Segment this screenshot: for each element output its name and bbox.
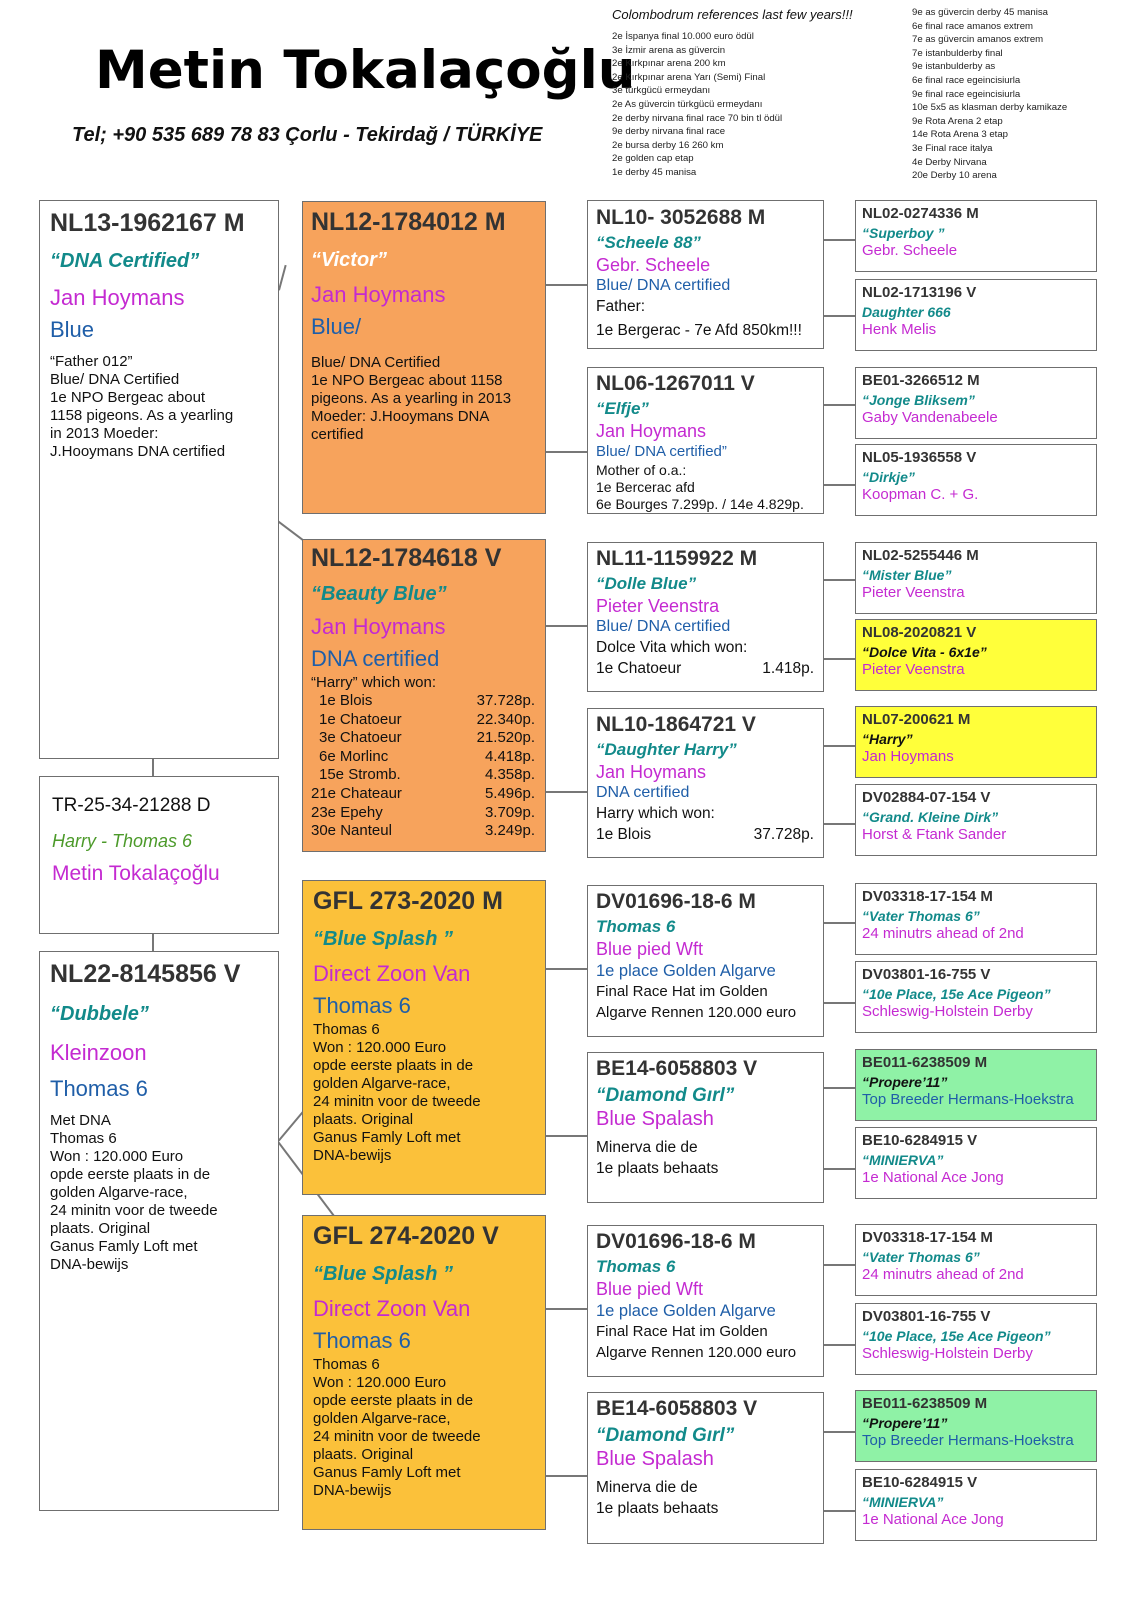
pigeon-name: “Propere’11” bbox=[862, 1415, 948, 1431]
pigeon-ring-id: BE10-6284915 V bbox=[862, 1474, 978, 1491]
gen4-card-12 bbox=[855, 1127, 1097, 1199]
pigeon-ring-id: DV03801-16-755 V bbox=[862, 966, 991, 983]
pigeon-owner: Pieter Veenstra bbox=[596, 596, 720, 616]
pigeon-ring-id: DV01696-18-6 M bbox=[596, 1230, 756, 1253]
race-result-place: 1e Chatoeur bbox=[319, 710, 402, 728]
reference-item: 3e Final race italya bbox=[912, 142, 993, 154]
subject-name: Harry - Thomas 6 bbox=[52, 831, 193, 851]
pigeon-ring-id: NL07-200621 M bbox=[862, 711, 971, 728]
race-result-place: 21e Chateaur bbox=[311, 784, 402, 802]
gen4-card-9 bbox=[855, 883, 1097, 955]
pigeon-notes: Final Race Hat im Golden Algarve Rennen 120.000 euro bbox=[596, 1323, 797, 1361]
pigeon-ring-id: BE10-6284915 V bbox=[862, 1132, 978, 1149]
pigeon-ring-id: NL02-1713196 V bbox=[862, 284, 977, 301]
pigeon-name: “Mister Blue” bbox=[862, 567, 952, 583]
reference-item: 6e final race egeincisiurla bbox=[912, 74, 1021, 86]
race-result-count: 3.249p. bbox=[484, 822, 535, 840]
pigeon-owner: Jan Hoymans bbox=[596, 762, 707, 782]
pigeon-notes: Harry which won: bbox=[596, 805, 715, 822]
pigeon-ring-id: NL13-1962167 M bbox=[50, 209, 245, 237]
pigeon-owner: Gebr. Scheele bbox=[596, 255, 711, 275]
pigeon-name: “Vater Thomas 6” bbox=[862, 908, 980, 924]
pigeon-notes: Met DNA Thomas 6 Won : 120.000 Euro opde eerste plaats in de golden Algarve-race, 24 minitn voor de tweede plaats. Original Ganus Famly Loft met DNA-bewijs bbox=[50, 1112, 218, 1273]
contact-line: Tel; +90 535 689 78 83 Çorlu - Tekirdağ / TÜRKİYE bbox=[72, 124, 543, 146]
race-result-row bbox=[311, 711, 535, 730]
pigeon-ring-id: DV01696-18-6 M bbox=[596, 890, 756, 913]
reference-item: 1e derby 45 manisa bbox=[612, 166, 697, 178]
references-right-list bbox=[912, 6, 1067, 183]
pigeon-color: Blue/ DNA certified bbox=[596, 618, 731, 635]
dam-card bbox=[39, 951, 279, 1511]
pigeon-owner: Jan Hoymans bbox=[311, 614, 446, 639]
gen3-card-6 bbox=[587, 1052, 824, 1203]
reference-item: 7e as güvercin amanos extrem bbox=[912, 34, 1044, 46]
reference-item: 9e as güvercin derby 45 manisa bbox=[912, 7, 1048, 18]
pigeon-ring-id: NL02-0274336 M bbox=[862, 205, 979, 222]
pigeon-ring-id: BE14-6058803 V bbox=[596, 1397, 758, 1420]
sire-sire-card bbox=[302, 201, 546, 514]
pigeon-name: “Dolle Blue” bbox=[596, 574, 697, 593]
pigeon-owner: Direct Zoon Van bbox=[313, 1296, 471, 1321]
pigeon-notes: Father: 1e Bergerac - 7e Afd 850km!!! bbox=[596, 298, 802, 339]
race-result-row bbox=[311, 692, 535, 711]
gen3-card-8 bbox=[587, 1392, 824, 1544]
pigeon-ring-id: BE14-6058803 V bbox=[596, 1057, 758, 1080]
gen3-card-1 bbox=[587, 200, 824, 349]
pigeon-name: “Blue Splash ” bbox=[313, 1263, 454, 1285]
pigeon-owner: Jan Hoymans bbox=[862, 748, 954, 765]
references-title: Colombodrum references last few years!!! bbox=[612, 7, 853, 22]
pigeon-ring-id: NL10-1864721 V bbox=[596, 713, 756, 736]
subject-card bbox=[39, 776, 279, 934]
race-result-row bbox=[311, 766, 535, 785]
pigeon-owner: Jan Hoymans bbox=[311, 282, 446, 307]
reference-item: 2e derby nirvana final race 70 bin tl ödül bbox=[612, 112, 783, 124]
reference-item: 2e As güvercin türkgücü ermeydanı bbox=[612, 98, 763, 110]
pigeon-name: Thomas 6 bbox=[596, 1257, 676, 1276]
references-left-list bbox=[612, 30, 782, 180]
pigeon-ring-id: NL12-1784012 M bbox=[311, 208, 506, 236]
pigeon-ring-id: BE011-6238509 M bbox=[862, 1054, 988, 1071]
reference-item: 3e İzmir arena as güvercin bbox=[612, 44, 726, 56]
pigeon-owner: Schleswig-Holstein Derby bbox=[862, 1345, 1033, 1362]
gen4-card-11 bbox=[855, 1049, 1097, 1121]
pigeon-name: “Dirkje” bbox=[862, 469, 915, 485]
pigeon-ring-id: NL02-5255446 M bbox=[862, 547, 979, 564]
pigeon-owner: 24 minutrs ahead of 2nd bbox=[862, 1266, 1024, 1283]
race-result-row bbox=[311, 785, 535, 804]
pigeon-name: “Superboy ” bbox=[862, 225, 945, 241]
race-result-count: 1.418p. bbox=[762, 660, 814, 677]
race-result-row bbox=[596, 826, 814, 844]
pigeon-ring-id: DV03318-17-154 M bbox=[862, 1229, 993, 1246]
pigeon-owner: Schleswig-Holstein Derby bbox=[862, 1003, 1033, 1020]
pigeon-name: Thomas 6 bbox=[596, 917, 676, 936]
pigeon-name: “Grand. Kleine Dirk” bbox=[862, 809, 999, 825]
pigeon-ring-id: NL10- 3052688 M bbox=[596, 206, 766, 229]
reference-item: 7e istanbulderby final bbox=[912, 47, 1003, 59]
pigeon-ring-id: NL05-1936558 V bbox=[862, 449, 977, 466]
pigeon-name: “MINIERVA” bbox=[862, 1494, 944, 1510]
reference-item: 6e final race amanos extrem bbox=[912, 20, 1034, 32]
race-result-place: 1e Blois bbox=[596, 826, 652, 843]
pigeon-owner: Blue Spalash bbox=[596, 1108, 714, 1130]
pigeon-owner: Gaby Vandenabeele bbox=[862, 409, 998, 426]
gen3-card-3 bbox=[587, 542, 824, 692]
pigeon-ring-id: DV03801-16-755 V bbox=[862, 1308, 991, 1325]
gen4-card-1 bbox=[855, 200, 1097, 272]
gen3-card-7 bbox=[587, 1225, 824, 1377]
gen4-card-16 bbox=[855, 1469, 1097, 1541]
pigeon-color: Blue/ DNA certified bbox=[596, 277, 731, 294]
dam-sire-card bbox=[302, 880, 546, 1195]
reference-item: 14e Rota Arena 3 etap bbox=[912, 129, 1009, 141]
pigeon-owner: Direct Zoon Van bbox=[313, 961, 471, 986]
race-result-place: 1e Chatoeur bbox=[596, 660, 682, 677]
pigeon-owner: Kleinzoon bbox=[50, 1040, 147, 1065]
pigeon-name: “Scheele 88” bbox=[596, 233, 701, 252]
race-result-count: 4.418p. bbox=[484, 747, 535, 765]
subject-ring-id: TR-25-34-21288 D bbox=[52, 795, 211, 816]
race-result-row bbox=[596, 660, 814, 678]
pigeon-notes: Blue/ DNA Certified 1e NPO Bergeac about 1158 pigeons. As a yearling in 2013 Moeder: J.Hooymans DNA certified bbox=[311, 354, 512, 443]
pigeon-name: “Daughter Harry” bbox=[596, 740, 737, 759]
pigeon-ring-id: NL08-2020821 V bbox=[862, 624, 977, 641]
pigeon-owner: Blue pied Wft bbox=[596, 1279, 704, 1299]
sire-card bbox=[39, 200, 279, 759]
reference-item: 2e golden cap etap bbox=[612, 153, 694, 165]
gen4-card-8 bbox=[855, 784, 1097, 856]
reference-item: 9e derby nirvana final race bbox=[612, 126, 726, 138]
pigeon-owner: Top Breeder Hermans-Hoekstra bbox=[862, 1432, 1074, 1449]
gen3-card-5 bbox=[587, 885, 824, 1037]
reference-item: 20e Derby 10 arena bbox=[912, 170, 997, 182]
race-result-place: 23e Epehy bbox=[311, 803, 383, 821]
pigeon-name: “Vater Thomas 6” bbox=[862, 1249, 980, 1265]
gen4-card-14 bbox=[855, 1303, 1097, 1375]
race-intro: “Harry” which won: bbox=[311, 674, 437, 691]
pigeon-name: “Victor” bbox=[311, 249, 387, 271]
reference-item: 9e istanbulderby as bbox=[912, 61, 996, 73]
pigeon-name: “Dıamond Gırl” bbox=[596, 1425, 735, 1446]
pigeon-color: 1e place Golden Algarve bbox=[596, 1302, 776, 1320]
pigeon-owner: 1e National Ace Jong bbox=[862, 1511, 1004, 1528]
pigeon-ring-id: DV03318-17-154 M bbox=[862, 888, 993, 905]
dam-dam-card bbox=[302, 1215, 546, 1530]
reference-item: 3e türkgücü ermeydanı bbox=[612, 85, 711, 97]
gen3-card-4 bbox=[587, 708, 824, 858]
pigeon-ring-id: GFL 273-2020 M bbox=[313, 887, 503, 915]
reference-item: 9e Rota Arena 2 etap bbox=[912, 115, 1003, 127]
race-result-place: 30e Nanteul bbox=[311, 822, 392, 840]
race-result-count: 22.340p. bbox=[476, 710, 535, 728]
race-result-place: 6e Morlinc bbox=[319, 747, 389, 765]
pigeon-name: “DNA Certified” bbox=[50, 250, 200, 272]
subject-owner: Metin Tokalaçoğlu bbox=[52, 862, 220, 885]
reference-item: 2e İspanya final 10.000 euro ödül bbox=[612, 31, 754, 42]
pigeon-color: Thomas 6 bbox=[313, 993, 411, 1018]
pigeon-name: “Dıamond Gırl” bbox=[596, 1085, 735, 1106]
pigeon-name: “Dolce Vita - 6x1e” bbox=[862, 644, 987, 660]
pigeon-owner: Pieter Veenstra bbox=[862, 584, 965, 601]
race-result-place: 1e Blois bbox=[319, 692, 373, 709]
pigeon-ring-id: BE011-6238509 M bbox=[862, 1395, 988, 1412]
pigeon-color: Blue bbox=[50, 317, 95, 342]
pigeon-owner: Jan Hoymans bbox=[596, 421, 707, 441]
reference-item: 9e final race egeincisiurla bbox=[912, 88, 1021, 100]
gen4-card-6 bbox=[855, 619, 1097, 691]
race-result-count: 4.358p. bbox=[484, 766, 535, 784]
pigeon-notes: Thomas 6 Won : 120.000 Euro opde eerste plaats in de golden Algarve-race, 24 minitn voor de tweede plaats. Original Ganus Famly Loft met DNA-bewijs bbox=[313, 1356, 481, 1499]
pigeon-owner: Blue Spalash bbox=[596, 1448, 714, 1470]
pigeon-owner: Gebr. Scheele bbox=[862, 242, 958, 259]
pigeon-color: Blue/ DNA certified” bbox=[596, 443, 727, 460]
pigeon-name: “Propere’11” bbox=[862, 1074, 948, 1090]
race-result-row bbox=[311, 729, 535, 748]
reference-item: 10e 5x5 as klasman derby kamikaze bbox=[912, 102, 1068, 114]
race-result-row bbox=[311, 748, 535, 767]
pigeon-owner: Koopman C. + G. bbox=[862, 486, 979, 503]
reference-item: 2e Kırkpınar arena 200 km bbox=[612, 58, 726, 70]
gen4-card-15 bbox=[855, 1390, 1097, 1462]
race-result-count: 37.728p. bbox=[476, 692, 535, 709]
race-results bbox=[311, 692, 545, 841]
pigeon-color: 1e place Golden Algarve bbox=[596, 962, 776, 980]
pigeon-ring-id: BE01-3266512 M bbox=[862, 372, 980, 389]
pigeon-owner: Henk Melis bbox=[862, 321, 937, 338]
pigeon-color: DNA certified bbox=[596, 784, 690, 801]
pigeon-name: “Harry” bbox=[862, 731, 913, 747]
pigeon-name: “Beauty Blue” bbox=[311, 583, 447, 605]
pigeon-name: “Dubbele” bbox=[50, 1003, 149, 1025]
pigeon-notes: “Father 012” Blue/ DNA Certified 1e NPO Bergeac about 1158 pigeons. As a yearling in 2013 Moeder: J.Hooymans DNA certified bbox=[50, 353, 234, 460]
pigeon-notes: Thomas 6 Won : 120.000 Euro opde eerste plaats in de golden Algarve-race, 24 minitn voor de tweede plaats. Original Ganus Famly Loft met DNA-bewijs bbox=[313, 1021, 481, 1164]
pigeon-color: Blue/ bbox=[311, 314, 362, 339]
pigeon-ring-id: NL06-1267011 V bbox=[596, 372, 755, 395]
gen4-card-2 bbox=[855, 279, 1097, 351]
pigeon-owner: Top Breeder Hermans-Hoekstra bbox=[862, 1091, 1074, 1108]
gen4-card-4 bbox=[855, 444, 1097, 516]
pigeon-color: DNA certified bbox=[311, 646, 440, 671]
pigeon-ring-id: NL12-1784618 V bbox=[311, 544, 502, 572]
pigeon-name: “Blue Splash ” bbox=[313, 928, 454, 950]
race-result-count: 37.728p. bbox=[753, 826, 814, 843]
pigeon-ring-id: NL22-8145856 V bbox=[50, 960, 241, 988]
race-result-count: 3.709p. bbox=[484, 803, 535, 821]
gen4-card-3 bbox=[855, 367, 1097, 439]
race-result-count: 5.496p. bbox=[484, 784, 535, 802]
pigeon-color: Thomas 6 bbox=[313, 1328, 411, 1353]
pigeon-name: Daughter 666 bbox=[862, 304, 951, 320]
race-result-row bbox=[311, 804, 535, 823]
pigeon-notes: Mother of o.a.: 1e Bercerac afd 6e Bourges 7.299p. / 14e 4.829p. bbox=[596, 462, 804, 512]
pigeon-ring-id: NL11-1159922 M bbox=[596, 547, 758, 570]
gen4-card-13 bbox=[855, 1224, 1097, 1296]
pigeon-name: “MINIERVA” bbox=[862, 1152, 944, 1168]
pigeon-owner: Pieter Veenstra bbox=[862, 661, 965, 678]
race-result-row bbox=[311, 822, 535, 841]
breeder-name: Metin Tokalaçoğlu bbox=[95, 40, 636, 101]
pigeon-owner: Blue pied Wft bbox=[596, 939, 704, 959]
race-result-count: 21.520p. bbox=[476, 729, 535, 747]
pigeon-notes: Minerva die de 1e plaats behaats bbox=[596, 1479, 719, 1517]
pigeon-notes: Minerva die de 1e plaats behaats bbox=[596, 1139, 719, 1177]
reference-item: 4e Derby Nirvana bbox=[912, 156, 987, 168]
pigeon-owner: Horst & Ftank Sander bbox=[862, 826, 1007, 843]
gen4-card-10 bbox=[855, 961, 1097, 1033]
pigeon-name: “Elfje” bbox=[596, 399, 649, 418]
pigeon-ring-id: DV02884-07-154 V bbox=[862, 789, 991, 806]
race-result-place: 15e Stromb. bbox=[319, 766, 401, 784]
pigeon-owner: 24 minutrs ahead of 2nd bbox=[862, 925, 1024, 942]
pigeon-name: “Jonge Bliksem” bbox=[862, 392, 975, 408]
pigeon-notes: Final Race Hat im Golden Algarve Rennen 120.000 euro bbox=[596, 983, 797, 1021]
pigeon-name: “10e Place, 15e Ace Pigeon” bbox=[862, 986, 1051, 1002]
pigeon-name: “10e Place, 15e Ace Pigeon” bbox=[862, 1328, 1051, 1344]
reference-item: 2e Kırkpınar arena Yarı (Semi) Final bbox=[612, 71, 766, 83]
pigeon-owner: Jan Hoymans bbox=[50, 285, 185, 310]
sire-dam-card bbox=[302, 539, 546, 852]
gen3-card-2 bbox=[587, 367, 824, 514]
pigeon-color: Thomas 6 bbox=[50, 1076, 148, 1101]
pigeon-owner: 1e National Ace Jong bbox=[862, 1169, 1004, 1186]
gen4-card-5 bbox=[855, 542, 1097, 614]
reference-item: 2e bursa derby 16 260 km bbox=[612, 139, 724, 151]
race-result-place: 3e Chatoeur bbox=[319, 729, 402, 747]
pigeon-ring-id: GFL 274-2020 V bbox=[313, 1222, 499, 1250]
pigeon-notes: Dolce Vita which won: bbox=[596, 639, 748, 656]
gen4-card-7 bbox=[855, 706, 1097, 778]
